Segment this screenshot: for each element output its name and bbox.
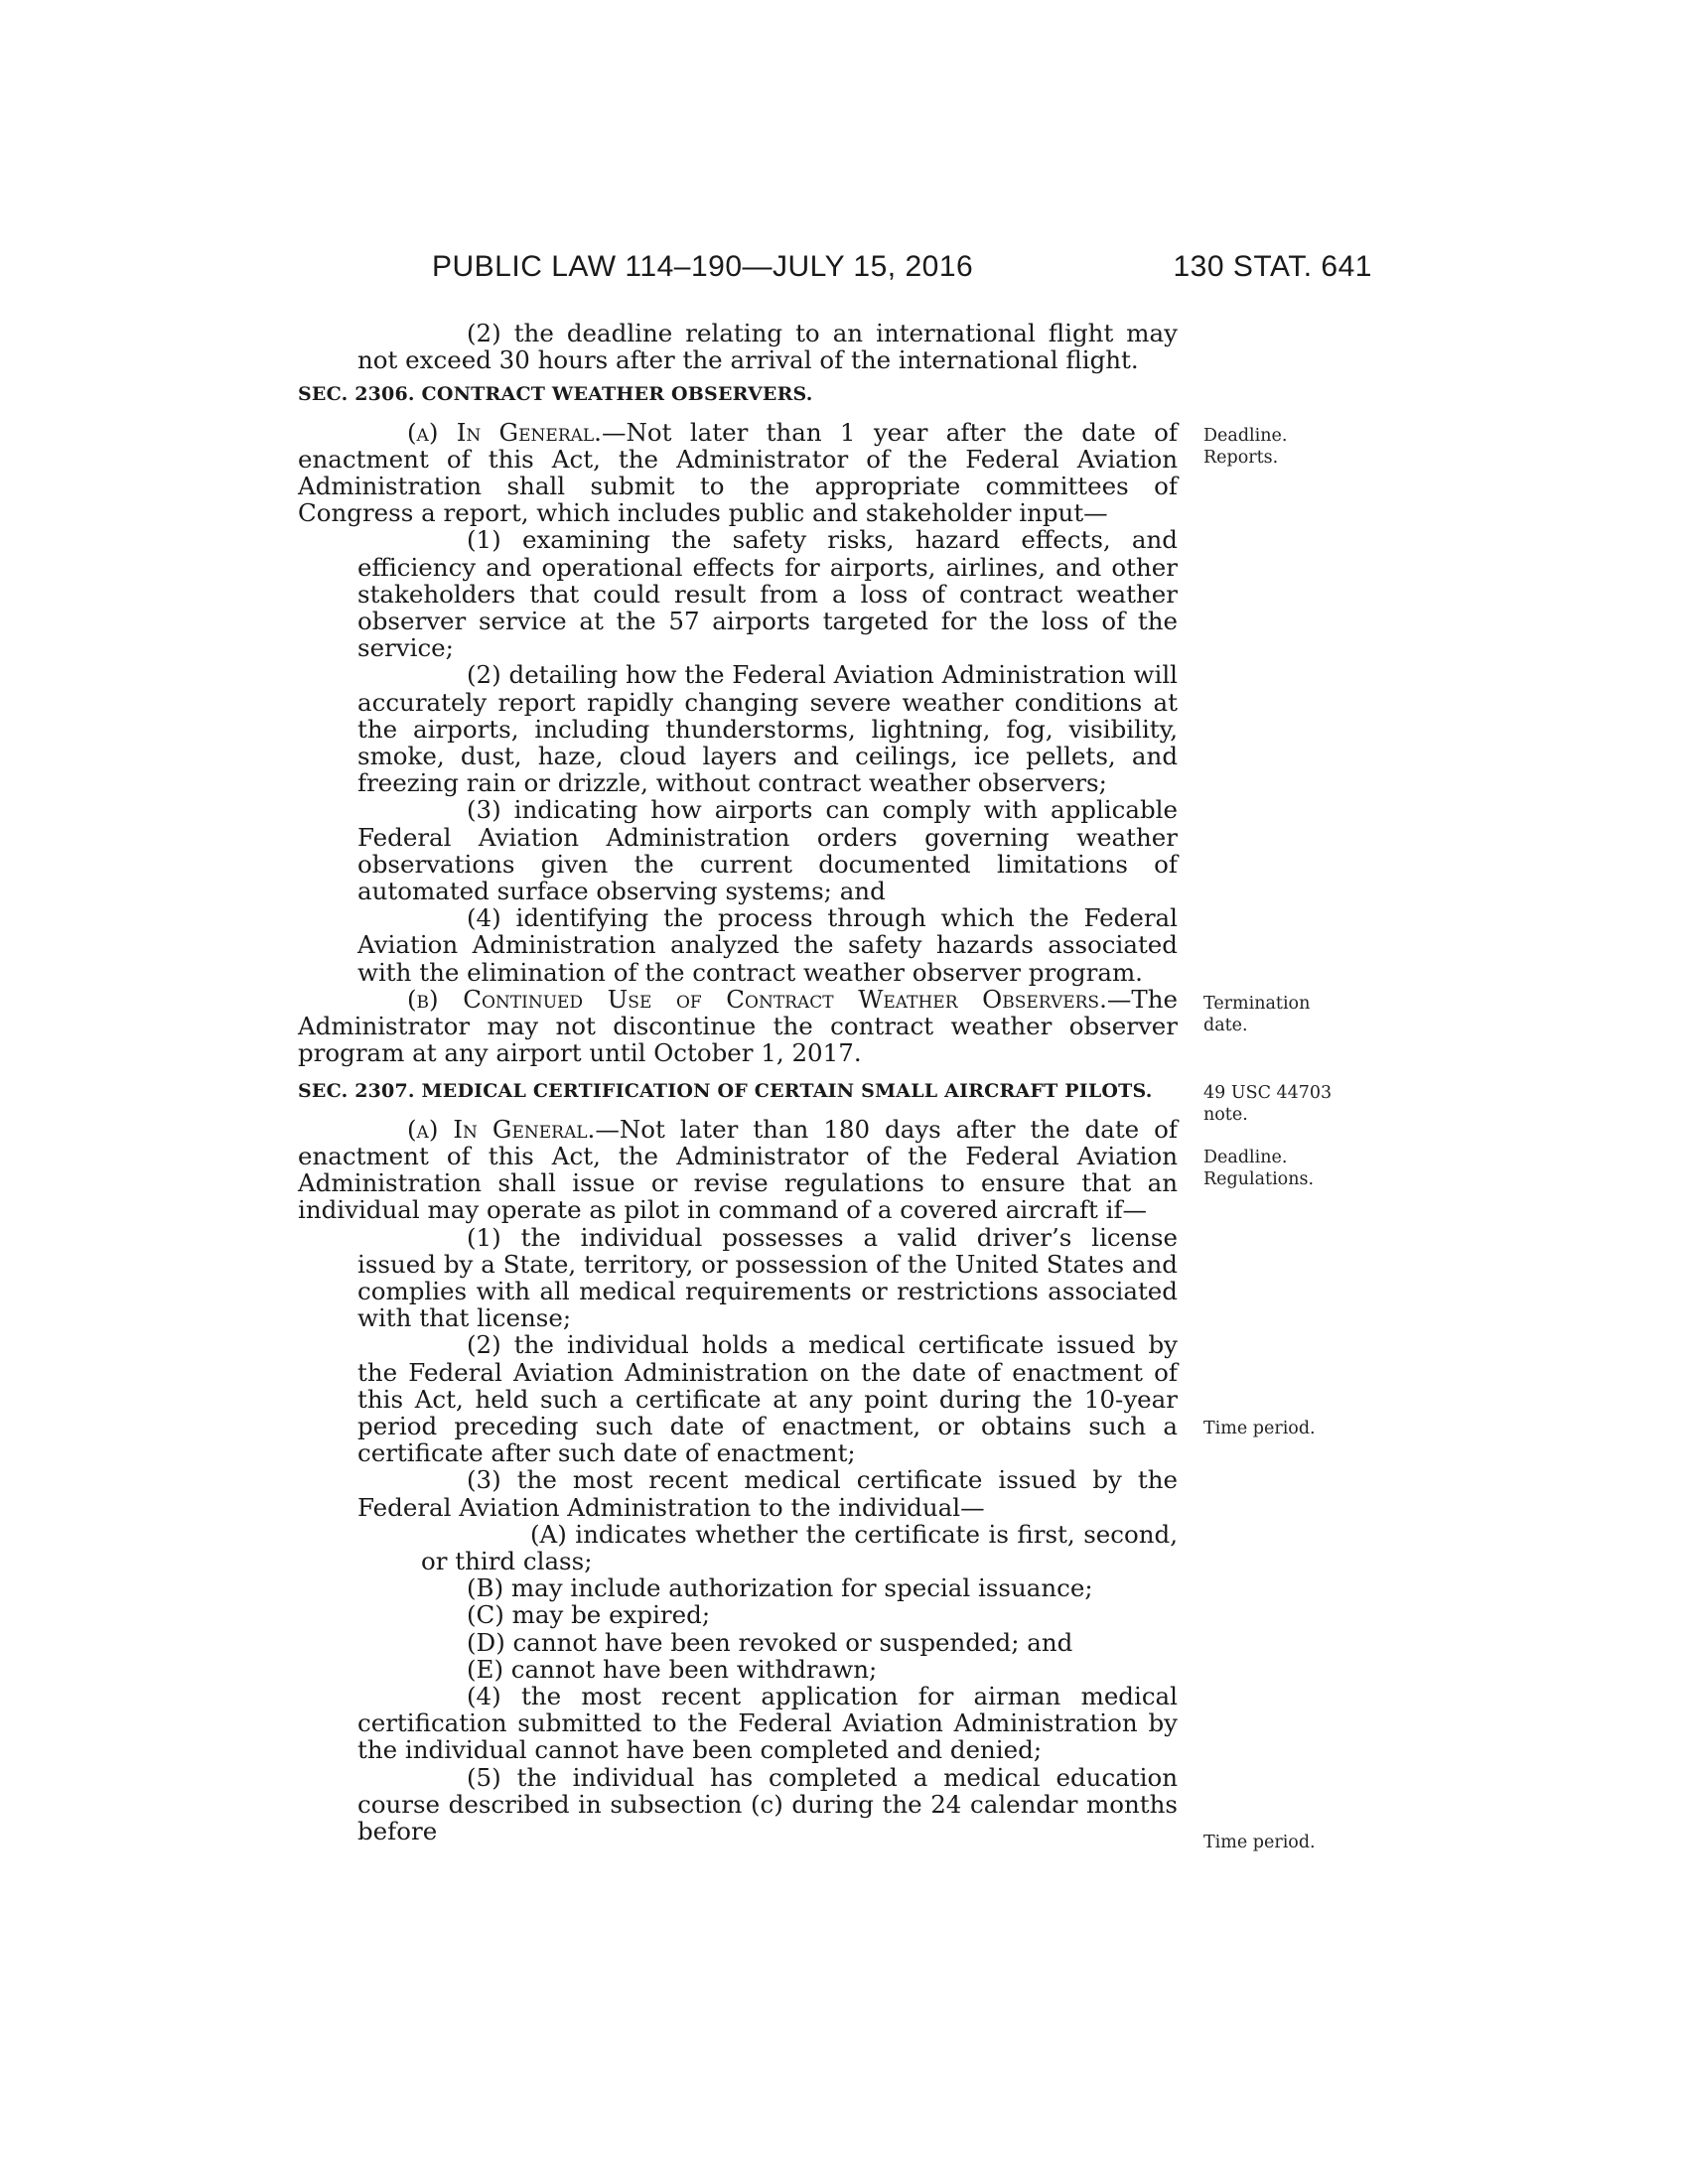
subparagraph: (E) cannot have been withdrawn; [467, 1654, 878, 1684]
paragraph: (2) detailing how the Federal Aviation Administration will accurately report rapidly changing severe weather conditions at the airports, including thunderstorms, lightning, fog, visibility, smoke, dust, haze, cloud layers and ceilings, ice pellets, and freezing rain or drizzle, without contract weather observers; [357, 660, 1178, 798]
running-title: PUBLIC LAW 114–190—JULY 15, 2016 [432, 250, 974, 283]
stat-page-number: 130 STAT. 641 [1173, 250, 1372, 283]
margin-note: 49 USC 44703 note. [1203, 1083, 1333, 1125]
section-heading: SEC. 2306. CONTRACT WEATHER OBSERVERS. [298, 383, 813, 406]
subparagraph: (C) may be expired; [467, 1600, 711, 1630]
subsection-text: —Not later than 180 days after the date of enactment of this Act, the Administrator of the Federal Aviation Administration shall issue or revise regulations to ensure that an individual may operate as pilot in command of a covered aircraft if— [298, 1114, 1178, 1225]
subsection-label: (a) In General. [407, 417, 602, 447]
margin-note: Time period. [1203, 1833, 1316, 1852]
document-body [298, 320, 1178, 1844]
paragraph: (3) indicating how airports can comply with applicable Federal Aviation Administration orders governing weather observations given the current documented limitations of automated surface observing systems; and [357, 795, 1178, 906]
section-heading: SEC. 2307. MEDICAL CERTIFICATION OF CERTAIN SMALL AIRCRAFT PILOTS. [298, 1080, 1153, 1103]
paragraph: (2) the individual holds a medical certificate issued by the Federal Aviation Administration on the date of enactment of this Act, held such a certificate at any point during the 10-year period preceding such date of enactment, or obtains such a certificate after such date of enactment; [357, 1330, 1178, 1468]
margin-note: Deadline. Reports. [1203, 426, 1288, 468]
paragraph: (4) identifying the process through which the Federal Aviation Administration analyzed the safety hazards associated with the elimination of the contract weather observer program. [357, 903, 1178, 987]
margin-note: Termination date. [1203, 994, 1311, 1035]
paragraph: (2) the deadline relating to an international flight may not exceed 30 hours after the arrival of the international flight. [357, 319, 1178, 375]
subsection-label: (a) In General. [407, 1114, 596, 1144]
paragraph: (1) examining the safety risks, hazard effects, and efficiency and operational effects for airports, airlines, and other stakeholders that could result from a loss of contract weather observer service at the 57 airports targeted for the loss of the service; [357, 525, 1178, 663]
subsection [298, 1116, 1178, 1224]
subparagraph: (D) cannot have been revoked or suspended; and [467, 1627, 1073, 1657]
paragraph: (4) the most recent application for airman medical certification submitted to the Federal Aviation Administration by the individual cannot have been completed and denied; [357, 1681, 1178, 1765]
paragraph: (1) the individual possesses a valid driver’s license issued by a State, territory, or possession of the United States and complies with all medical requirements or restrictions associated with that license; [357, 1222, 1178, 1333]
paragraph: (5) the individual has completed a medical education course described in subsection (c) during the 24 calendar months before [357, 1762, 1178, 1845]
subsection-label: (b) Continued Use of Contract Weather Observers. [407, 984, 1107, 1014]
subparagraph: (A) indicates whether the certificate is first, second, or third class; [421, 1519, 1178, 1575]
subsection-text: —Not later than 1 year after the date of enactment of this Act, the Administrator of the Federal Aviation Administration shall submit to the appropriate committees of Congress a report, which includes public and stakeholder input— [298, 417, 1178, 528]
subsection [298, 419, 1178, 527]
margin-note: Time period. [1203, 1419, 1316, 1438]
subsection [298, 986, 1178, 1067]
paragraph: (3) the most recent medical certificate issued by the Federal Aviation Administration to the individual— [357, 1465, 1178, 1522]
subsection-text: —The Administrator may not discontinue the contract weather observer program at any airport until October 1, 2017. [298, 984, 1178, 1068]
subparagraph: (B) may include authorization for special issuance; [467, 1573, 1093, 1603]
page-header [298, 250, 1372, 290]
margin-note: Deadline. Regulations. [1203, 1148, 1315, 1189]
